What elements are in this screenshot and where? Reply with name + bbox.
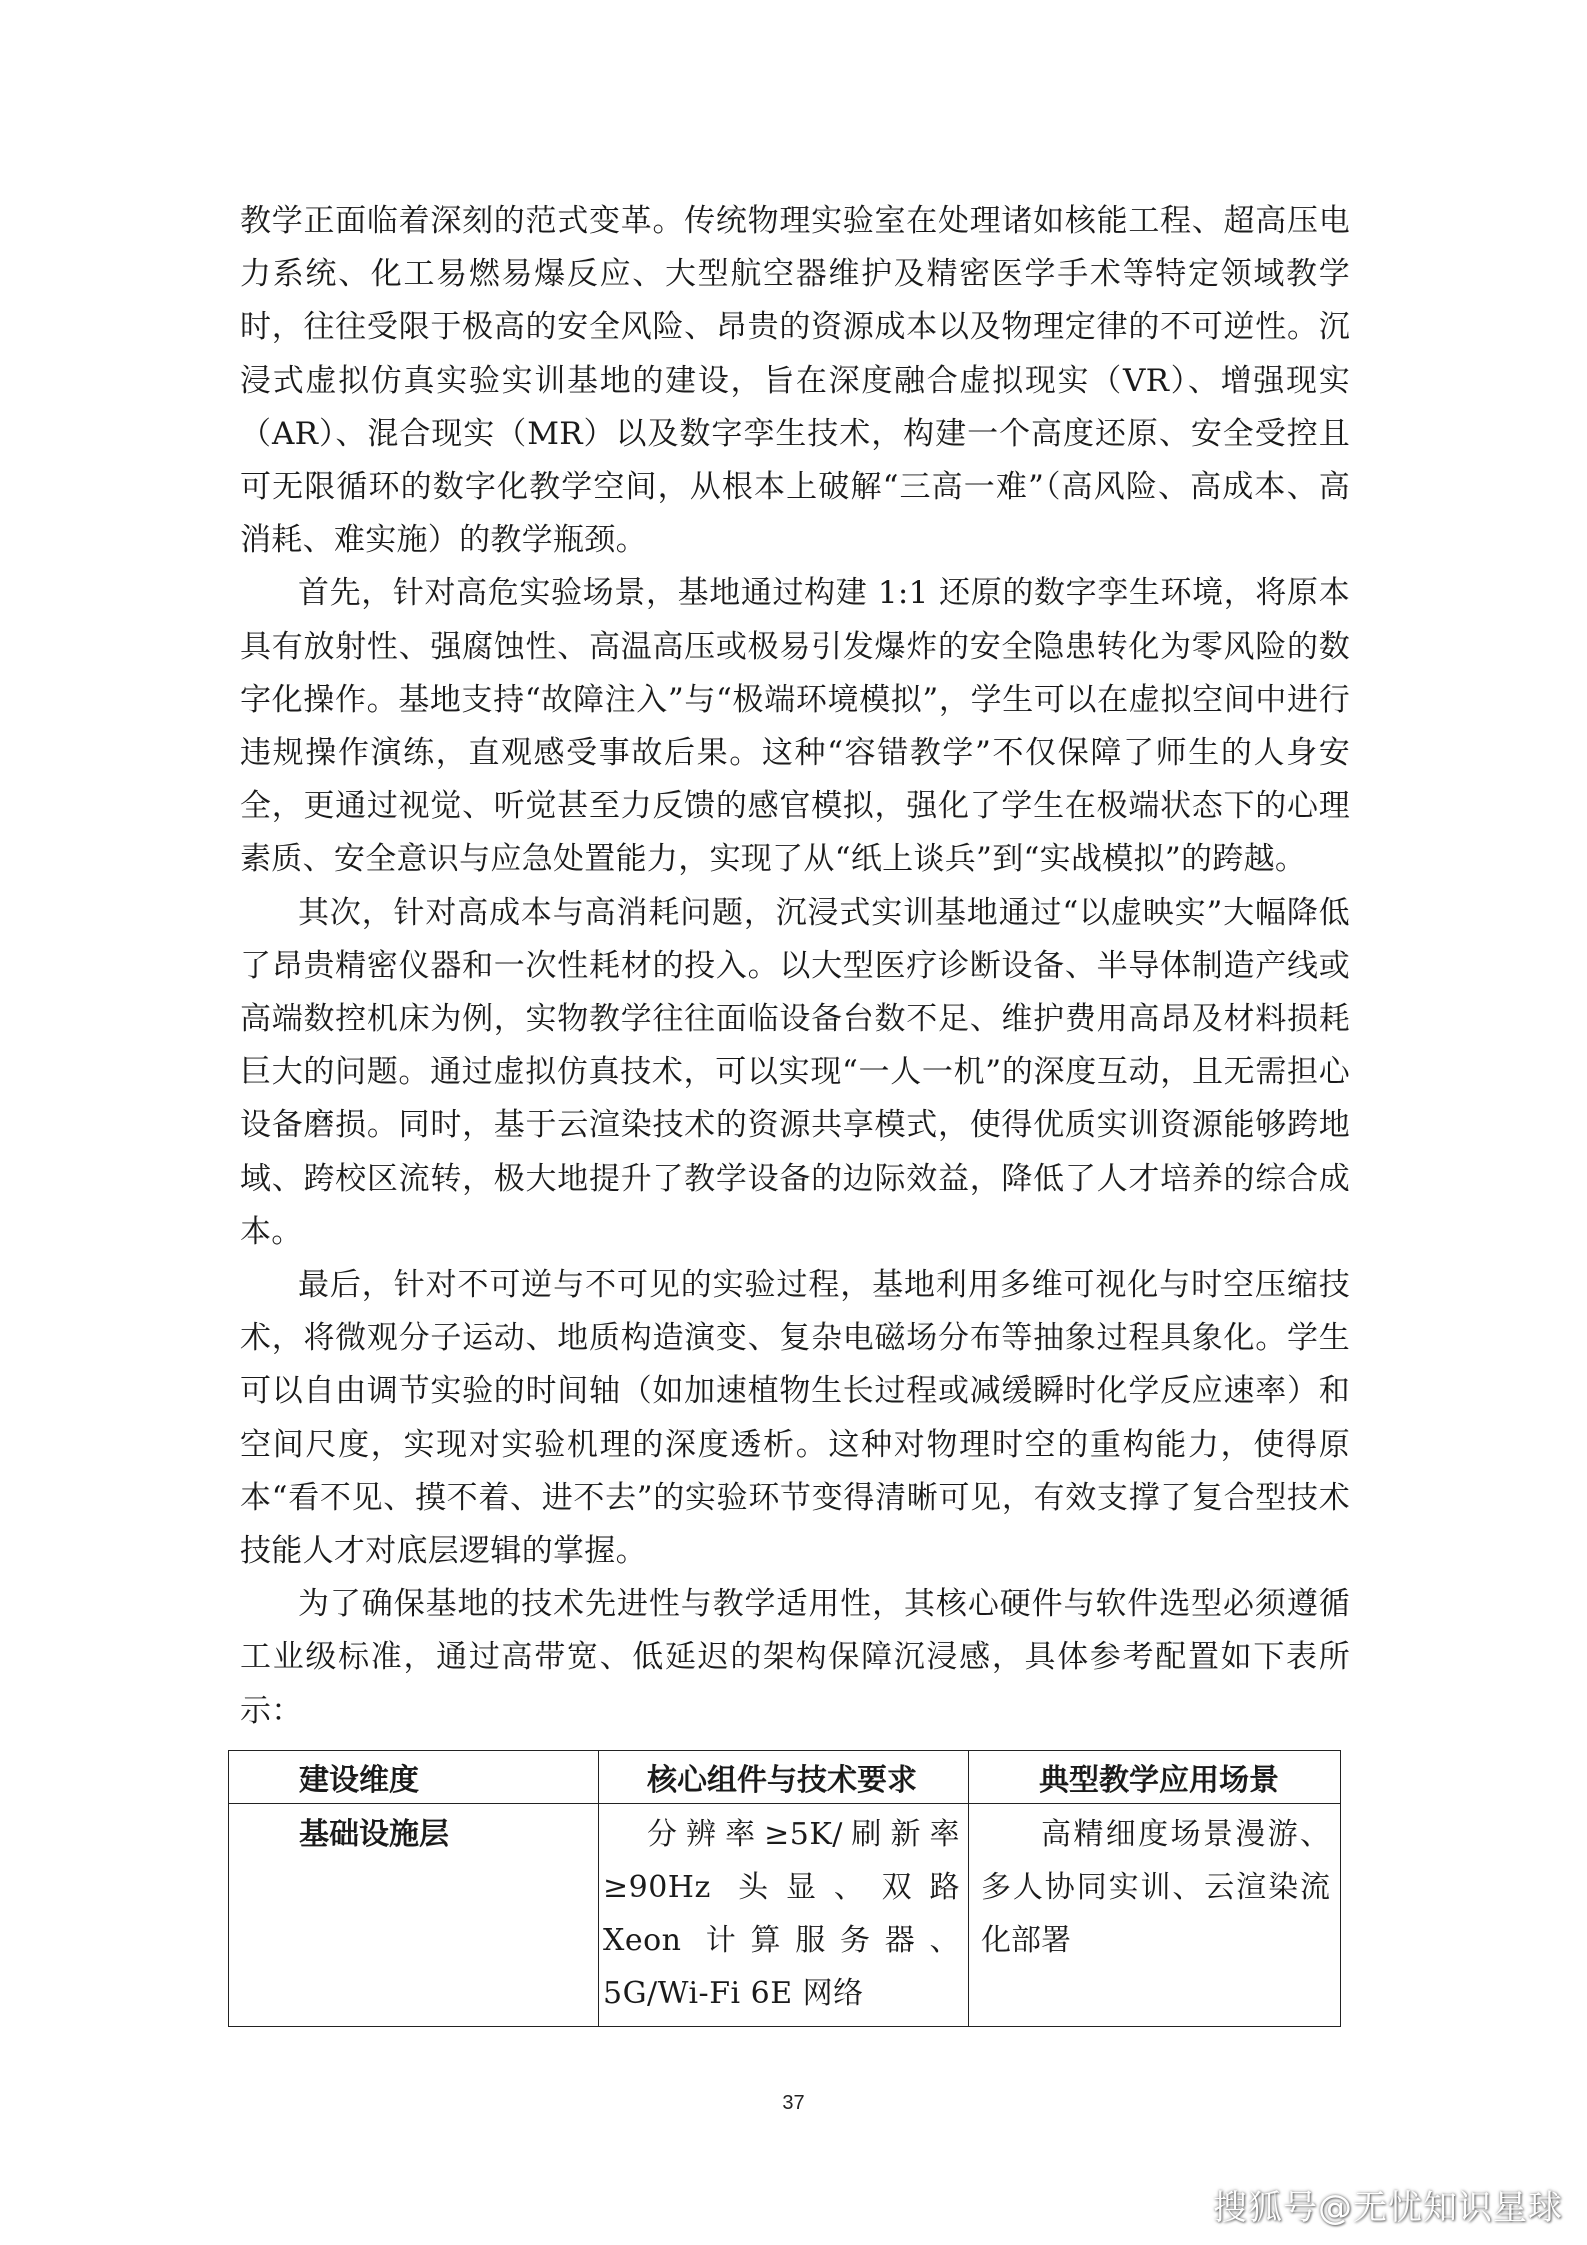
cell-components: 分辨率≥5K/刷新率≥90Hz 头显、双路 Xeon 计算服务器、5G/Wi-Fi 6E 网络 (599, 1804, 969, 2027)
paragraph-high-cost: 其次，针对高成本与高消耗问题，沉浸式实训基地通过“以虚映实”大幅降低了昂贵精密仪器和一次性耗材的投入。以大型医疗诊断设备、半导体制造产线或高端数控机床为例，实物教学往往面临设备台数不足、维护费用高昂及材料损耗巨大的问题。通过虚拟仿真技术，可以实现“一人一机”的深度互动，且无需担心设备磨损。同时，基于云渲染技术的资源共享模式，使得优质实训资源能够跨地域、跨校区流转，极大地提升了教学设备的边际效益，降低了人才培养的综合成本。 (240, 894, 1350, 1250)
body-text (240, 195, 1350, 1738)
header-scenarios: 典型教学应用场景 (969, 1751, 1341, 1804)
table-header-row (229, 1751, 1341, 1804)
table-row (229, 1804, 1341, 2027)
header-components: 核心组件与技术要求 (599, 1751, 969, 1804)
cell-scenarios: 高精细度场景漫游、多人协同实训、云渲染流化部署 (969, 1804, 1341, 2027)
configuration-table (228, 1750, 1341, 2027)
paragraph-table-intro: 为了确保基地的技术先进性与教学适用性，其核心硬件与软件选型必须遵循工业级标准，通过高带宽、低延迟的架构保障沉浸感，具体参考配置如下表所示： (240, 1586, 1350, 1729)
paragraph-high-risk: 首先，针对高危实验场景，基地通过构建 1:1 还原的数字孪生环境，将原本具有放射性、强腐蚀性、高温高压或极易引发爆炸的安全隐患转化为零风险的数字化操作。基地支持“故障注入”与“极端环境模拟”，学生可以在虚拟空间中进行违规操作演练，直观感受事故后果。这种“容错教学”不仅保障了师生的人身安全，更通过视觉、听觉甚至力反馈的感官模拟，强化了学生在极端状态下的心理素质、安全意识与应急处置能力，实现了从“纸上谈兵”到“实战模拟”的跨越。 (240, 575, 1350, 878)
paragraph-irreversible: 最后，针对不可逆与不可见的实验过程，基地利用多维可视化与时空压缩技术，将微观分子运动、地质构造演变、复杂电磁场分布等抽象过程具象化。学生可以自由调节实验的时间轴（如加速植物生长过程或减缓瞬时化学反应速率）和空间尺度，实现对实验机理的深度透析。这种对物理时空的重构能力，使得原本“看不见、摸不着、进不去”的实验环节变得清晰可见，有效支撑了复合型技术技能人才对底层逻辑的掌握。 (240, 1267, 1350, 1570)
cell-dimension: 基础设施层 (229, 1804, 599, 2027)
header-dimension: 建设维度 (229, 1751, 599, 1804)
paragraph-intro-continued: 教学正面临着深刻的范式变革。传统物理实验室在处理诸如核能工程、超高压电力系统、化工易燃易爆反应、大型航空器维护及精密医学手术等特定领域教学时，往往受限于极高的安全风险、昂贵的资源成本以及物理定律的不可逆性。沉浸式虚拟仿真实验实训基地的建设，旨在深度融合虚拟现实（VR）、增强现实（AR）、混合现实（MR）以及数字孪生技术，构建一个高度还原、安全受控且可无限循环的数字化教学空间，从根本上破解“三高一难”（高风险、高成本、高消耗、难实施）的教学瓶颈。 (240, 203, 1350, 559)
page-number: 37 (782, 2092, 805, 2114)
watermark: 搜狐号@无忧知识星球 (1213, 2188, 1563, 2228)
